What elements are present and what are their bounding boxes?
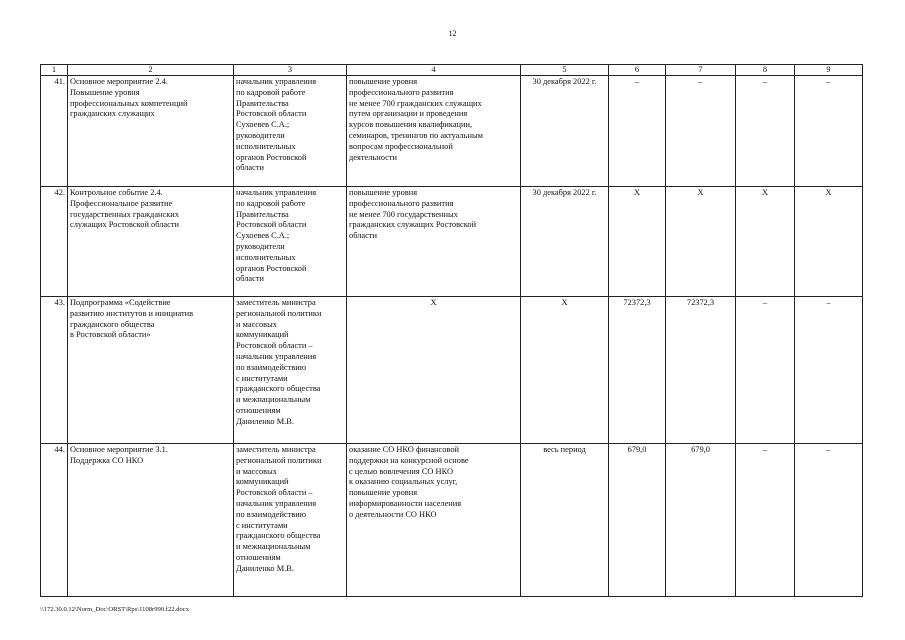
cell-line: заместитель министра (236, 445, 316, 454)
cell-line: Правительства (236, 98, 289, 108)
row-number-cell: 44. (41, 444, 68, 597)
col-8-cell: X (736, 187, 795, 297)
cell-line: X (430, 298, 437, 307)
cell-line: коммуникаций (236, 330, 289, 340)
cell-line: Повышение уровня (70, 87, 140, 97)
cell-line: руководители (236, 241, 285, 251)
col-6-cell: X (609, 187, 666, 297)
activity-name-cell (68, 76, 234, 187)
cell-line: и межнациональным (236, 542, 311, 552)
result-cell (347, 187, 521, 297)
cell-line: Сухоевев С.А.; (236, 231, 290, 241)
plan-table (40, 64, 863, 597)
cell-line: органов Ростовской (236, 263, 307, 273)
cell-line: по взаимодействию (236, 509, 307, 519)
table-row (41, 187, 863, 297)
cell-line: Контрольное событие 2.4. (70, 188, 163, 197)
cell-line: не менее 700 гражданских служащих (349, 98, 482, 108)
cell-line: заместитель министра (236, 298, 316, 307)
col-7-cell: 679,0 (666, 444, 736, 597)
cell-line: профессионального развития (349, 198, 454, 208)
cell-line: и межнациональным (236, 395, 311, 405)
column-header: 9 (795, 65, 863, 76)
column-header: 6 (609, 65, 666, 76)
col-6-cell: 72372,3 (609, 297, 666, 444)
column-header: 4 (347, 65, 521, 76)
executor-cell (234, 444, 347, 597)
cell-line: профессионального развития (349, 87, 454, 97)
cell-line: с институтами (236, 373, 288, 383)
column-header: 5 (521, 65, 609, 76)
cell-line: в Ростовской области» (70, 330, 151, 340)
col-7-cell: 72372,3 (666, 297, 736, 444)
row-number-cell: 42. (41, 187, 68, 297)
cell-line: не менее 700 государственных (349, 209, 458, 219)
cell-line: Сухоевев С.А.; (236, 120, 290, 130)
cell-line: повышение уровня (349, 188, 418, 197)
cell-line: и массовых (236, 319, 277, 329)
cell-line: начальник управления (236, 498, 317, 508)
activity-name-cell (68, 187, 234, 297)
cell-line: по взаимодействию (236, 362, 307, 372)
result-cell (347, 444, 521, 597)
col-9-cell: X (795, 187, 863, 297)
deadline-cell: 30 декабря 2022 г. (521, 76, 609, 187)
cell-line: Основное мероприятие 2.4. (70, 77, 168, 86)
cell-line: начальник управления (236, 188, 317, 197)
col-9-cell: – (795, 444, 863, 597)
cell-line: области (236, 274, 264, 284)
table-row (41, 297, 863, 444)
executor-cell (234, 76, 347, 187)
file-path-footer: \\172.30.0.12\Norm_Doc\ORST\Rps\1108r990.f22.docx (40, 606, 190, 613)
col-8-cell: – (736, 76, 795, 187)
cell-line: вопросам профессиональной (349, 141, 453, 151)
executor-cell (234, 187, 347, 297)
column-header: 1 (41, 65, 68, 76)
table-row (41, 76, 863, 187)
cell-line: начальник управления (236, 77, 317, 86)
cell-line: Ростовской области (236, 220, 307, 230)
row-number-cell: 43. (41, 297, 68, 444)
cell-line: гражданского общества (236, 384, 321, 394)
cell-line: Основное мероприятие 3.1. (70, 445, 168, 454)
table-row (41, 444, 863, 597)
cell-line: Подпрограмма «Содействие (70, 298, 171, 307)
cell-line: развитию институтов и инициатив (70, 308, 194, 318)
cell-line: начальник управления (236, 351, 317, 361)
cell-line: оказание СО НКО финансовой (349, 445, 460, 454)
row-number-cell: 41. (41, 76, 68, 187)
table-header-row (41, 65, 863, 76)
deadline-cell: 30 декабря 2022 г. (521, 187, 609, 297)
cell-line: исполнительных (236, 141, 296, 151)
col-7-cell: – (666, 76, 736, 187)
col-6-cell: – (609, 76, 666, 187)
col-8-cell: – (736, 297, 795, 444)
cell-line: государственных гражданских (70, 209, 179, 219)
cell-line: Даниленко М.В. (236, 416, 294, 426)
cell-line: Правительства (236, 209, 289, 219)
cell-line: профессиональных компетенций (70, 98, 188, 108)
col-9-cell: – (795, 76, 863, 187)
cell-line: о деятельности СО НКО (349, 509, 437, 519)
cell-line: повышение уровня (349, 488, 418, 498)
cell-line: по кадровой работе (236, 87, 306, 97)
cell-line: отношениям (236, 405, 281, 415)
result-cell (347, 76, 521, 187)
page-number: 12 (448, 29, 457, 38)
activity-name-cell (68, 444, 234, 597)
result-cell (347, 297, 521, 444)
deadline-cell: весь период (521, 444, 609, 597)
cell-line: курсов повышения квалификации, (349, 120, 473, 130)
cell-line: семинаров, тренингов по актуальным (349, 130, 483, 140)
cell-line: области (236, 163, 264, 173)
column-header: 7 (666, 65, 736, 76)
cell-line: Ростовской области – (236, 488, 313, 498)
cell-line: гражданского общества (70, 319, 155, 329)
cell-line: руководители (236, 130, 285, 140)
cell-line: к оказанию социальных услуг, (349, 477, 458, 487)
col-8-cell: – (736, 444, 795, 597)
cell-line: по кадровой работе (236, 198, 306, 208)
cell-line: Даниленко М.В. (236, 563, 294, 573)
cell-line: Ростовской области (236, 109, 307, 119)
cell-line: Ростовской области – (236, 341, 313, 351)
cell-line: деятельности (349, 152, 397, 162)
cell-line: с институтами (236, 520, 288, 530)
activity-name-cell (68, 297, 234, 444)
cell-line: органов Ростовской (236, 152, 307, 162)
column-header: 3 (234, 65, 347, 76)
cell-line: и массовых (236, 466, 277, 476)
cell-line: информированности населения (349, 498, 462, 508)
cell-line: гражданского общества (236, 531, 321, 541)
cell-line: гражданских служащих (70, 109, 155, 119)
cell-line: коммуникаций (236, 477, 289, 487)
col-6-cell: 679,0 (609, 444, 666, 597)
column-header: 8 (736, 65, 795, 76)
cell-line: отношениям (236, 552, 281, 562)
executor-cell (234, 297, 347, 444)
col-7-cell: X (666, 187, 736, 297)
cell-line: поддержки на конкурсной основе (349, 455, 469, 465)
cell-line: с целью вовлечения СО НКО (349, 466, 454, 476)
cell-line: служащих Ростовской области (70, 220, 180, 230)
cell-line: региональной политики (236, 308, 322, 318)
column-header: 2 (68, 65, 234, 76)
cell-line: повышение уровня (349, 77, 418, 86)
cell-line: Профессиональное развитие (70, 198, 173, 208)
cell-line: путем организации и проведения (349, 109, 468, 119)
cell-line: исполнительных (236, 252, 296, 262)
deadline-cell: X (521, 297, 609, 444)
cell-line: гражданских служащих Ростовской (349, 220, 477, 230)
cell-line: области (349, 231, 377, 241)
cell-line: Поддержка СО НКО (70, 455, 144, 465)
col-9-cell: – (795, 297, 863, 444)
cell-line: региональной политики (236, 455, 322, 465)
